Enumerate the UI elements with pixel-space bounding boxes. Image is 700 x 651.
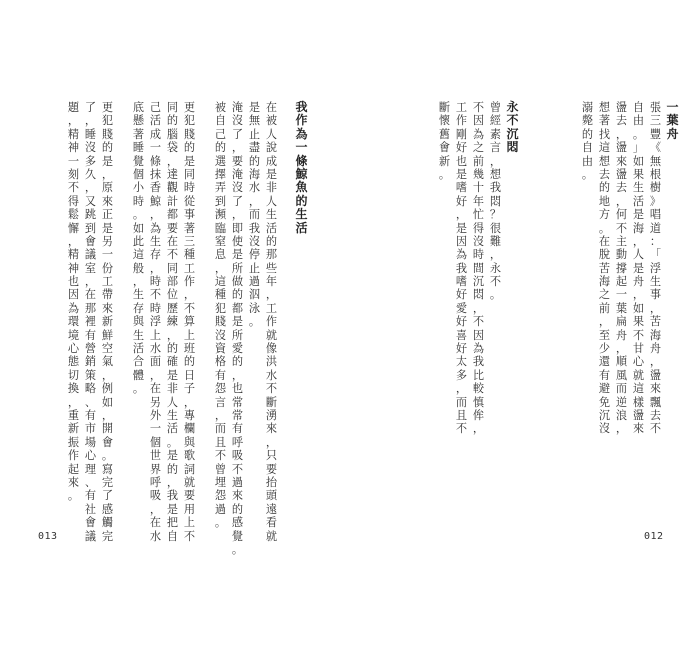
text-column: 在 被 人 說 成 是 非 人 生 活 的 那 些 年 ， 工 作 就 像 洪 水 不 斷 湧 來 ， 只 要 抬 頭 遠 看 就 bbox=[265, 101, 278, 543]
text-column: 是 無 止 盡 的 海 水 ， 而 我 沒 停 止 過 泅 泳 。 bbox=[248, 101, 261, 329]
page-number-right: 012 bbox=[644, 531, 664, 542]
text-column: 工 作 剛 好 也 是 嗜 好 ， 是 因 為 我 嗜 好 愛 好 喜 好 太 多 ， 而 且 不 bbox=[455, 101, 468, 436]
text-column: 底 懸 著 睡 覺 個 小 時 。 如 此 這 般 ， 生 存 與 生 活 合 體 。 bbox=[132, 101, 145, 396]
text-column: 更 犯 賤 的 是 同 時 從 事 著 三 種 工 作 ， 不 算 上 班 的 日 子 ， 專 欄 與 歌 詞 就 要 用 上 不 bbox=[183, 101, 196, 543]
text-column: 不 因 為 之 前 幾 十 年 忙 得 沒 時 間 沉 悶 ， 不 因 為 我 比 較 慎 侔 ， bbox=[472, 101, 485, 436]
text-column: 溺 斃 的 自 由 。 bbox=[581, 101, 594, 181]
text-column: 了 ， 睡 沒 多 久 ， 又 跳 到 會 議 室 ， 在 那 裡 有 營 銷 策 略 、 有 市 場 心 理 、 有 社 會 議 bbox=[84, 101, 97, 543]
text-column: 盪 去 ， 盪 來 盪 去 ， 何 不 主 動 撐 起 一 葉 扁 舟 ， 順 風 而 逆 浪 ， bbox=[615, 101, 628, 436]
text-column: 己 活 成 一 條 抹 香 鯨 ， 為 生 存 ， 時 不 時 浮 上 水 面 ， 在 另 外 一 個 世 界 呼 吸 ， 在 水 bbox=[149, 101, 162, 543]
text-column: 更 犯 賤 的 是 ， 原 來 正 是 另 一 份 工 帶 來 新 鮮 空 氣 ， 例 如 ， 開 會 。 寫 完 了 感 觸 完 bbox=[101, 101, 114, 543]
text-column: 題 ， 精 神 一 刻 不 得 鬆 懈 ， 精 神 也 因 為 環 境 心 態 切 換 ， 重 新 振 作 起 來 。 bbox=[67, 101, 80, 503]
text-column: 斷 懷 舊 會 新 。 bbox=[438, 101, 451, 181]
text-column: 淹 沒 了 ， 要 淹 沒 了 ， 即 使 是 所 做 的 都 是 所 愛 的 ， 也 常 常 有 呼 吸 不 過 來 的 感 覺 。 bbox=[231, 101, 244, 556]
section-heading: 一 葉 舟 bbox=[666, 100, 679, 141]
text-column: 被 自 己 的 選 擇 弄 到 瀕 臨 窒 息 ， 這 種 犯 賤 沒 資 格 有 怨 言 ， 而 且 不 曾 埋 怨 過 。 bbox=[214, 101, 227, 530]
text-column: 曾 經 素 言 ， 想 我 悶 ？ 很 難 ， 永 不 。 bbox=[489, 101, 502, 302]
text-column: 同 的 腦 袋 ， 達 觀 計 都 要 在 不 同 部 位 歷 練 ， 的 確 是 非 人 生 活 。 是 的 ， 我 是 把 自 bbox=[166, 101, 179, 543]
text-column: 自 由 。 」 如 果 生 活 是 海 ， 人 是 舟 ， 如 果 不 甘 心 就 這 樣 盪 來 bbox=[632, 101, 645, 436]
section-heading: 永 不 沉 悶 bbox=[506, 100, 519, 155]
text-column: 想 著 找 這 想 去 的 地 方 。 在 脫 苦 海 之 前 ， 至 少 還 有 避 免 沉 沒 bbox=[598, 101, 611, 436]
section-heading: 我 作 為 一 條 鯨 魚 的 生 活 bbox=[295, 100, 308, 235]
page-number-left: 013 bbox=[38, 531, 58, 542]
text-column: 張 三 豐 《 無 根 樹 》 唱 道 ： 「 浮 生 事 ， 苦 海 舟 ， 盪 來 飄 去 不 bbox=[649, 101, 662, 436]
